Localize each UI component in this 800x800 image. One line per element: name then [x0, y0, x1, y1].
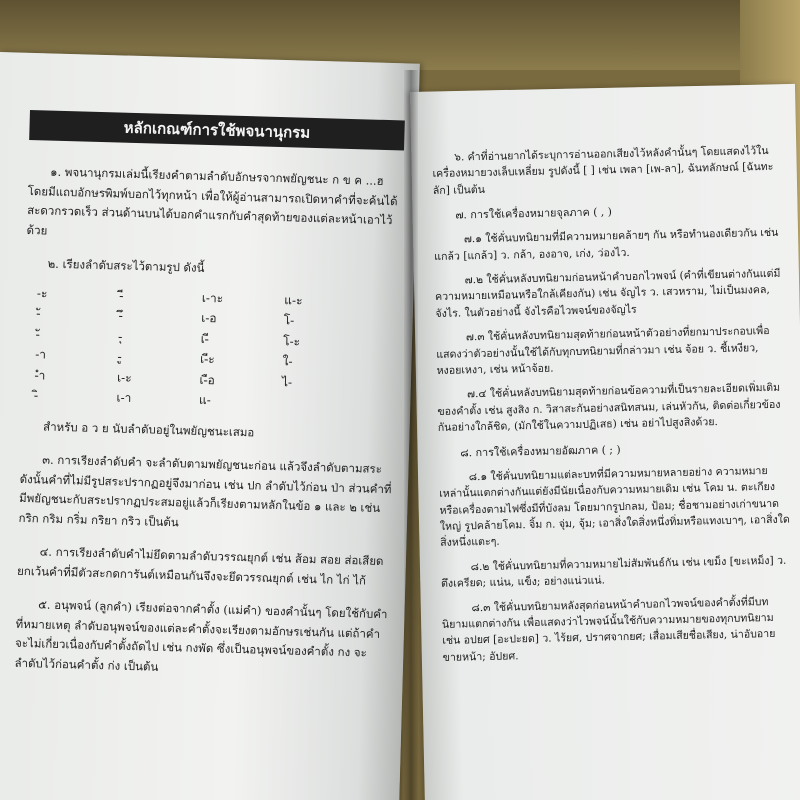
vowel-cell: โ- [283, 313, 295, 328]
vowel-cell: เ-ะ [116, 370, 132, 385]
vowel-cell: แ- [198, 392, 211, 408]
rule-7-3: ๗.๓ ใช้คั่นหลังบทนิยามสุดท้ายก่อนหน้าตัวอย่างที่ยกมาประกอบเพื่อแสดงว่าตัวอย่างนั้นใช้ได้กับทุกบทนิยามที่กล่าวมา เช่น จ้อย ว. ชี้เหงียว, หงอยเหงา, เช่น หน้าจ้อย. [436, 325, 770, 378]
vowel-cell: เ-า [116, 390, 132, 405]
vowel-cell [281, 393, 364, 414]
vowel-cell: -ั [36, 306, 41, 321]
rule-1: ๑. พจนานุกรมเล่มนี้เรียงคำตามลำดับอักษรจากพยัญชนะ ก ข ค ...ฮ โดยมีแถบอักษรพิมพ์บอกไว้ทุกหน้า เพื่อให้ผู้อ่านสามารถเปิดหาคำที่จะค้นได้สะดวกรวดเร็ว ส่วนด้านบนได้บอกคำแรกกับคำสุดท้ายของแต่ละหน้าเอาไว้ด้วย [26, 164, 398, 238]
rule-7-1: ๗.๑ ใช้คั่นบทนิยามที่มีความหมายคล้ายๆ กัน หรือทำนองเดียวกัน เช่น แกล้ว [แกล้ว] ว. กล้า, องอาจ, เก่ง, ว่องไว. [434, 226, 779, 263]
left-page-content [14, 110, 405, 697]
vowel-cell: -ู [117, 349, 122, 364]
rule-7-4: ๗.๔ ใช้คั่นหลังบทนิยามสุดท้ายก่อนข้อความที่เป็นรายละเอียดเพิ่มเติมของคำตั้ง เช่น สูงสิง ก. วิสาสะกันอย่างสนิทสนม, เล่นหัวกัน, ติดต่อเกี่ยวข้องกันอย่างใกล้ชิด, (มักใช้ในความปฏิเสธ) เช่น อย่าไปสูงสิงด้วย. [437, 382, 781, 435]
rule-8-3: ๘.๓ ใช้คั่นบทนิยามหลังสุดก่อนหน้าคำบอกไวพจน์ของคำตั้งที่มีบทนิยามแตกต่างกัน เพื่อแสดงว่าไวพจน์นั้นใช้กับความหมายของทุกบทนิยาม เช่น อปยศ [อะปะยด] ว. ไร้ยศ, ปราศจากยศ; เสื่อมเสียชื่อเสียง, น่าอับอายขายหน้า; อัปยศ. [441, 595, 776, 664]
vowel-cell: -ั [35, 326, 40, 341]
rule-8-heading: ๘. การใช้เครื่องหมายอัฒภาค ( ; ) [460, 442, 621, 460]
right-page-content [432, 143, 793, 674]
vowel-cell: โ-ะ [282, 333, 301, 349]
rule-5: ๕. อนุพจน์ (ลูกคำ) เรียงต่อจากคำตั้ง (แม่คำ) ของคำนั้นๆ โดยใช้กับคำที่หมายเหตุ ลำดับอนุพจน์ของแต่ละคำตั้งจะเรียงตามอักษรเช่นกัน แต่ถ้าคำจะไม่เกี่ยวเนื่องกับคำตั้งถัดไป เช่น กงพัด ซึ่งเป็นอนุพจน์ของคำตั้ง กง จะลำดับไว้ก่อนคำตั้ง ก่ง เป็นต้น [14, 597, 388, 674]
rule-7-2: ๗.๒ ใช้คั่นหลังบทนิยามก่อนหน้าคำบอกไวพจน์ (คำที่เขียนต่างกันแต่มีความหมายเหมือนหรือใกล้เคียงกัน) เช่น จัญไร ว. เสวหราม, ไม่เป็นมงคล, จังไร. ในตัวอย่างนี้ จังไรคือไวพจน์ของจัญไร [434, 267, 781, 320]
rule-8-1: ๘.๑ ใช้คั่นบทนิยามแต่ละบทที่มีความหมายหลายอย่าง ความหมายเหล่านั้นแตกต่างกันแต่ยังมีนัยเนื่องกับความหมายเดิม เช่น โคม น. ตะเกียงหรือเครื่องตามไฟซึ่งมีที่บังลม โดยมากรูปกลม, ป้อม; ชื่อชามอย่างเก่าขนาดใหญ่ รูปคล้ายโคม. จิ้ม ก. จุ่ม, จุ้ม; เอาสิ่งใดสิ่งหนึ่งทิ่มหรือแทงเบาๆ, เอาสิ่งใดสิ่งหนึ่งแตะๆ. [439, 464, 790, 550]
vowel-cell: ใ- [282, 354, 293, 369]
rule-8-2: ๘.๒ ใช้คั่นบทนิยามที่ความหมายไม่สัมพันธ์กัน เช่น เขม็ง [ขะเหม็ง] ว. ตึงเครียด; แน่น, แข็ง; อย่างแน่วแน่. [440, 554, 787, 591]
vowel-note: สำหรับ อ ว ย นับลำดับอยู่ในพยัญชนะเสมอ [42, 418, 255, 439]
vowel-cell: เ-อ [201, 310, 217, 326]
rule-6: ๖. คำที่อ่านยากได้ระบุการอ่านออกเสียงไว้หลังคำนั้นๆ โดยแสดงไว้ในเครื่องหมายวงเล็บเหลี่ยม รูปดังนี้ [ ] เช่น เพลา [เพ-ลา], ฉันทลักษณ์ [ฉันทะลัก] เป็นต้น [432, 144, 774, 197]
section-title: หลักเกณฑ์การใช้พจนานุกรม [29, 110, 405, 150]
vowel-cell: -ึ [118, 308, 123, 323]
rule-7-heading: ๗. การใช้เครื่องหมายจุลภาค ( , ) [455, 205, 613, 222]
vowel-cell: เ-าะ [201, 290, 224, 305]
book-gutter [404, 70, 418, 800]
vowel-cell: -า [34, 347, 47, 362]
vowel-cell: เ-ีะ [199, 351, 215, 367]
vowel-cell: -ี [119, 288, 124, 303]
vowel-cell: เ-ือ [199, 372, 216, 387]
vowel-cell: เ-ี [200, 331, 209, 346]
vowel-cell: -ะ [36, 285, 48, 301]
vowel-cell: -ุ [118, 329, 123, 344]
rule-2: ๒. เรียงลำดับสระไว้ตามรูป ดังนี้ [47, 256, 205, 275]
vowel-cell: -ำ [34, 367, 46, 383]
rule-3: ๓. การเรียงลำดับคำ จะลำดับตามพยัญชนะก่อน แล้วจึงลำดับตามสระ ดังนั้นคำที่ไม่มีรูปสระปรากฏอยู่จึงมาก่อน เช่น ปก ลำดับไว้ก่อน ป่า ส่วนคำที่มีพยัญชนะกับสระปรากฏประสมอยู่แล้วก็เรียงตามหลักในข้อ ๑ และ ๒ เช่น กริก กริม กริ่ม กริยา กริว เป็นต้น [18, 452, 392, 529]
vowel-cell: แ-ะ [284, 292, 303, 308]
vowel-cell: -ิ [33, 388, 39, 403]
vowel-order-grid [34, 284, 367, 414]
vowel-cell: ไ- [281, 374, 293, 389]
rule-4: ๔. การเรียงลำดับคำไม่ยึดตามลำดับวรรณยุกต์ เช่น ส้อม สอย ส่อเสียด ยกเว้นคำที่มีตัวสะกดการันต์เหมือนกันจึงจะยึดวรรณยุกต์ เช่น ไก ไก่ ไก้ [16, 544, 384, 588]
